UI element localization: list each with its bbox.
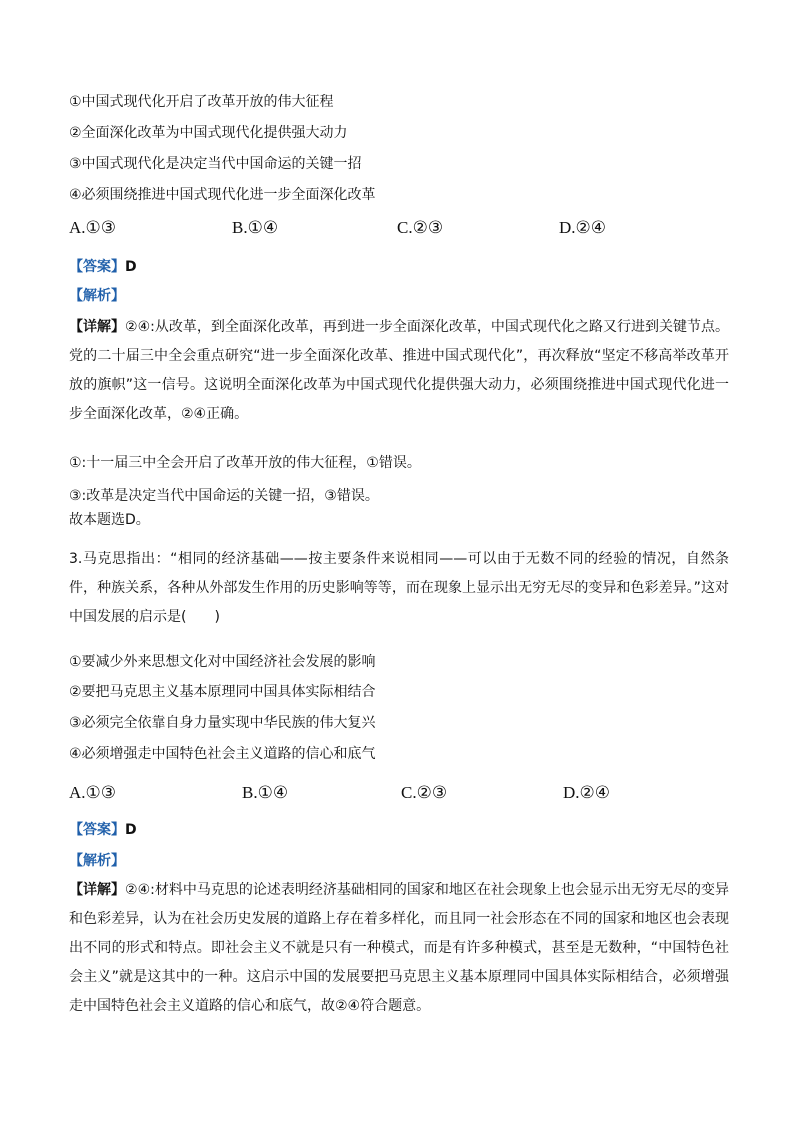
q3-stem: 3.马克思指出：“相同的经济基础——按主要条件来说相同——可以由于无数不同的经验的情况，自然条件，种族关系，各种从外部发生作用的历史影响等等，而在现象上显示出无穷无尽的变异和色彩差异。”这对中国发展的启示是( ) — [69, 551, 729, 625]
q3-detail-text: ②④:材料中马克思的论述表明经济基础相同的国家和地区在社会现象上也会显示出无穷无尽的变异和色彩差异，认为在社会历史发展的道路上存在着多样化，而且同一社会形态在不同的国家和地区也会表现出不同的形式和特点。即社会主义不就是只有一种模式，而是有许多种模式，甚至是无数种，“中国特色社会主义”就是这其中的一种。这启示中国的发展要把马克思主义基本原理同中国具体实际相结合，必须增强走中国特色社会主义道路的信心和底气，故②④符合题意。 — [69, 882, 729, 1014]
q3-detail-label: 【详解】 — [69, 882, 126, 898]
q3-answer — [69, 820, 137, 840]
q3-analysis-label-text: 【解析】 — [69, 853, 125, 869]
q2-answer-label: 【答案】 — [69, 259, 125, 275]
q3-analysis-label — [69, 851, 125, 871]
q2-option-2: ②全面深化改革为中国式现代化提供强大动力 — [69, 125, 348, 141]
q3-option-3: ③必须完全依靠自身力量实现中华民族的伟大复兴 — [69, 715, 376, 731]
q2-choice-a: A.①③ — [69, 218, 117, 237]
q3-choices — [69, 783, 729, 809]
q3-answer-value: D — [125, 822, 137, 838]
q2-answer-value: D — [125, 259, 137, 275]
q2-wrong-1: ①:十一届三中全会开启了改革开放的伟大征程，①错误。 — [69, 455, 421, 471]
q2-detail-label: 【详解】 — [69, 319, 126, 335]
q2-analysis-label-text: 【解析】 — [69, 288, 125, 304]
q2-choice-c: C.②③ — [397, 218, 444, 237]
q3-detail — [69, 876, 729, 1021]
q2-analysis-label — [69, 286, 125, 306]
q2-choice-d: D.②④ — [559, 218, 607, 237]
q2-choice-b: B.①④ — [232, 218, 279, 237]
q2-option-1: ①中国式现代化开启了改革开放的伟大征程 — [69, 94, 334, 110]
q2-answer — [69, 257, 137, 277]
q3-option-4: ④必须增强走中国特色社会主义道路的信心和底气 — [69, 746, 376, 762]
q3-answer-label: 【答案】 — [69, 822, 125, 838]
q2-wrong-3: ③:改革是决定当代中国命运的关键一招，③错误。 — [69, 488, 379, 504]
q2-detail-text: ②④:从改革，到全面深化改革，再到进一步全面深化改革，中国式现代化之路又行进到关键节点。党的二十届三中全会重点研究“进一步全面深化改革、推进中国式现代化”，再次释放“坚定不移高举改革开放的旗帜”这一信号。这说明全面深化改革为中国式现代化提供强大动力，必须围绕推进中国式现代化进一步全面深化改革，②④正确。 — [69, 319, 729, 422]
q3-option-1: ①要减少外来思想文化对中国经济社会发展的影响 — [69, 654, 376, 670]
q3-choice-a: A.①③ — [69, 783, 117, 802]
q2-choices — [69, 218, 729, 244]
q2-detail — [69, 313, 729, 429]
q2-conclusion: 故本题选D。 — [69, 512, 150, 528]
q3-choice-c: C.②③ — [401, 783, 448, 802]
q2-option-3: ③中国式现代化是决定当代中国命运的关键一招 — [69, 156, 362, 172]
q3-option-2: ②要把马克思主义基本原理同中国具体实际相结合 — [69, 684, 376, 700]
q3-choice-d: D.②④ — [563, 783, 611, 802]
q2-option-4: ④必须围绕推进中国式现代化进一步全面深化改革 — [69, 187, 376, 203]
q3-choice-b: B.①④ — [242, 783, 289, 802]
